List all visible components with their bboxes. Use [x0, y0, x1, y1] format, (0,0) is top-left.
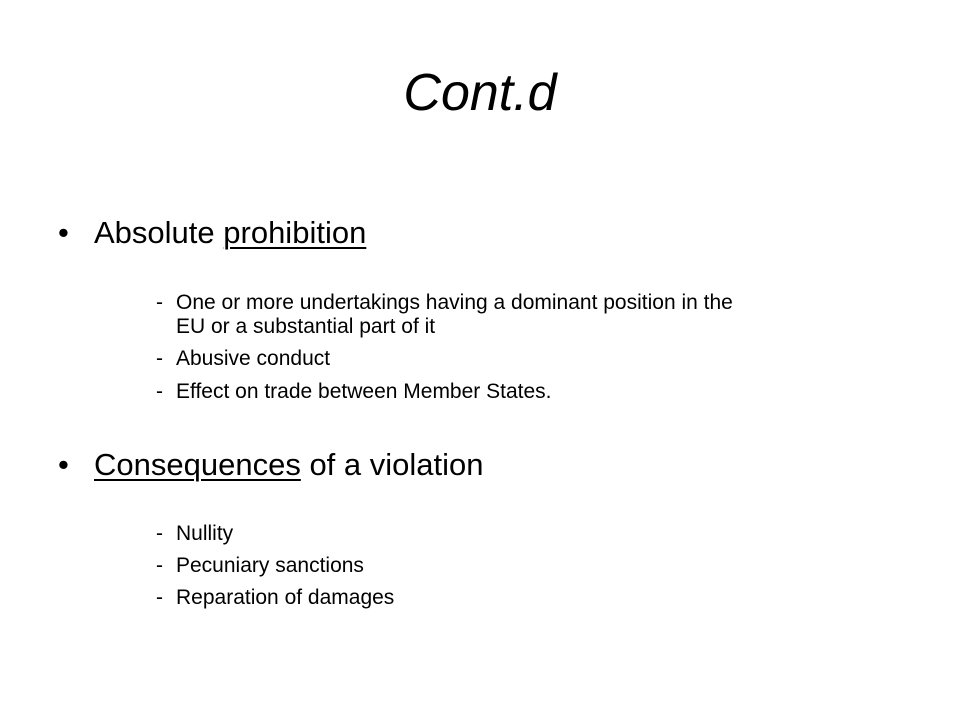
bullet-consequences-of-a-violation — [58, 446, 484, 484]
sub-item-text: Effect on trade between Member States. — [176, 380, 552, 403]
sub-item — [156, 522, 233, 546]
bullet-heading-prefix: Absolute — [94, 215, 224, 250]
sub-item — [156, 380, 552, 404]
sub-item — [156, 347, 330, 371]
sub-dash: - — [156, 347, 163, 370]
bullet-dot: • — [58, 215, 69, 250]
sub-dash: - — [156, 291, 163, 314]
sub-item — [156, 586, 394, 610]
bullet-heading-underlined: prohibition — [223, 215, 367, 250]
sub-item-text: Abusive conduct — [176, 347, 331, 370]
sub-dash: - — [156, 554, 163, 577]
sub-dash: - — [156, 380, 163, 403]
sub-item — [156, 291, 733, 339]
sub-item-text: Pecuniary sanctions — [176, 554, 364, 577]
sub-item — [156, 554, 364, 578]
sub-item-text: Reparation of damages — [176, 586, 395, 609]
sub-dash: - — [156, 586, 163, 609]
slide-title: Cont.d — [403, 64, 557, 122]
sub-item-text: One or more undertakings having a dominant position in the — [176, 291, 733, 314]
bullet-heading-underlined: Consequences — [94, 447, 301, 482]
bullet-heading-suffix: of a violation — [300, 447, 484, 482]
bullet-dot: • — [58, 447, 69, 482]
sub-item-text: Nullity — [176, 522, 234, 545]
sub-item-text-continued: EU or a substantial part of it — [176, 315, 436, 338]
bullet-absolute-prohibition — [58, 214, 366, 252]
sub-dash: - — [156, 522, 163, 545]
